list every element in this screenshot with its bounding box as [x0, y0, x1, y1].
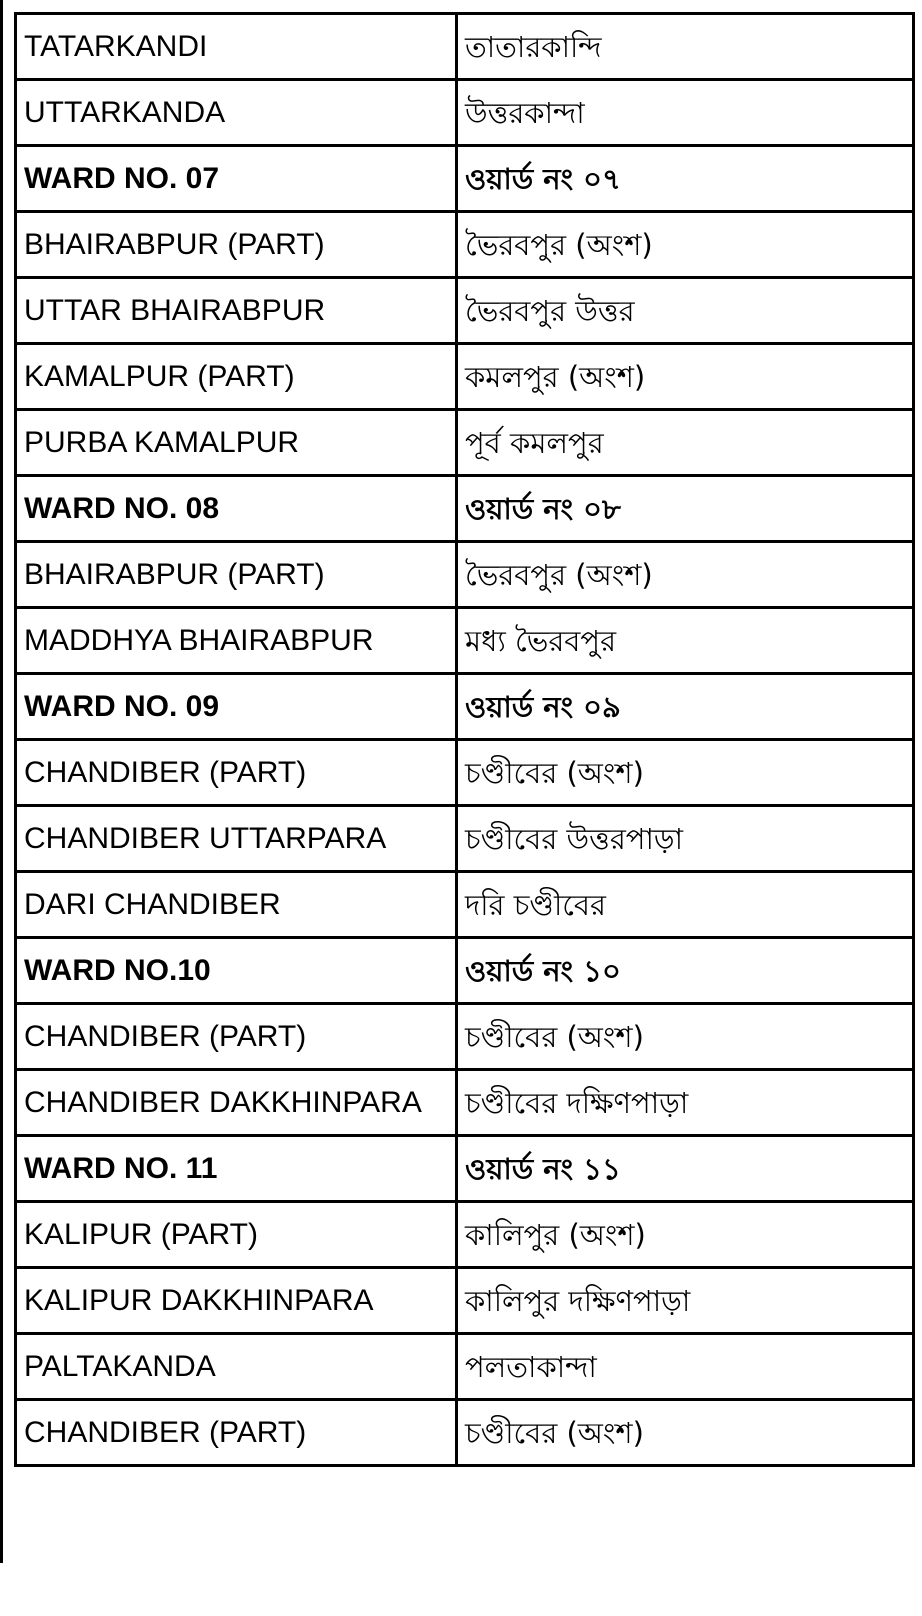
table-row	[16, 14, 914, 80]
bengali-name-cell: চণ্ডীবের (অংশ)	[457, 1004, 914, 1070]
bengali-name-cell: কালিপুর দক্ষিণপাড়া	[457, 1268, 914, 1334]
ward-heading-row	[16, 938, 914, 1004]
bengali-name-cell: ভৈরবপুর উত্তর	[457, 278, 914, 344]
english-name-cell: CHANDIBER DAKKHINPARA	[16, 1070, 457, 1136]
table-row	[16, 608, 914, 674]
bengali-name-cell: চণ্ডীবের দক্ষিণপাড়া	[457, 1070, 914, 1136]
table-row	[16, 872, 914, 938]
bengali-name-cell: ওয়ার্ড নং ০৮	[457, 476, 914, 542]
table-row	[16, 1202, 914, 1268]
bengali-name-cell: চণ্ডীবের (অংশ)	[457, 740, 914, 806]
english-name-cell: BHAIRABPUR (PART)	[16, 212, 457, 278]
bengali-name-cell: ওয়ার্ড নং ০৯	[457, 674, 914, 740]
bengali-name-cell: ভৈরবপুর (অংশ)	[457, 542, 914, 608]
table-body	[16, 14, 914, 1466]
english-name-cell: UTTAR BHAIRABPUR	[16, 278, 457, 344]
bengali-name-cell: কমলপুর (অংশ)	[457, 344, 914, 410]
bengali-name-cell: উত্তরকান্দা	[457, 80, 914, 146]
english-name-cell: PALTAKANDA	[16, 1334, 457, 1400]
english-name-cell: WARD NO. 07	[16, 146, 457, 212]
english-name-cell: TATARKANDI	[16, 14, 457, 80]
bengali-name-cell: চণ্ডীবের (অংশ)	[457, 1400, 914, 1466]
table-row	[16, 80, 914, 146]
english-name-cell: KALIPUR (PART)	[16, 1202, 457, 1268]
left-margin-line	[0, 0, 3, 1563]
table-row	[16, 740, 914, 806]
bengali-name-cell: দরি চণ্ডীবের	[457, 872, 914, 938]
ward-heading-row	[16, 146, 914, 212]
english-name-cell: WARD NO. 08	[16, 476, 457, 542]
english-name-cell: DARI CHANDIBER	[16, 872, 457, 938]
bengali-name-cell: ওয়ার্ড নং ১০	[457, 938, 914, 1004]
table-row	[16, 410, 914, 476]
table-row	[16, 1334, 914, 1400]
bengali-name-cell: পলতাকান্দা	[457, 1334, 914, 1400]
table-row	[16, 806, 914, 872]
english-name-cell: MADDHYA BHAIRABPUR	[16, 608, 457, 674]
english-name-cell: KAMALPUR (PART)	[16, 344, 457, 410]
english-name-cell: UTTARKANDA	[16, 80, 457, 146]
english-name-cell: WARD NO.10	[16, 938, 457, 1004]
bengali-name-cell: পূর্ব কমলপুর	[457, 410, 914, 476]
english-name-cell: WARD NO. 09	[16, 674, 457, 740]
ward-heading-row	[16, 476, 914, 542]
english-name-cell: BHAIRABPUR (PART)	[16, 542, 457, 608]
english-name-cell: WARD NO. 11	[16, 1136, 457, 1202]
english-name-cell: KALIPUR DAKKHINPARA	[16, 1268, 457, 1334]
ward-heading-row	[16, 1136, 914, 1202]
bengali-name-cell: তাতারকান্দি	[457, 14, 914, 80]
table-row	[16, 1400, 914, 1466]
bengali-name-cell: ওয়ার্ড নং ১১	[457, 1136, 914, 1202]
ward-locality-table	[14, 12, 915, 1467]
bengali-name-cell: ভৈরবপুর (অংশ)	[457, 212, 914, 278]
ward-heading-row	[16, 674, 914, 740]
bengali-name-cell: ওয়ার্ড নং ০৭	[457, 146, 914, 212]
english-name-cell: PURBA KAMALPUR	[16, 410, 457, 476]
bengali-name-cell: চণ্ডীবের উত্তরপাড়া	[457, 806, 914, 872]
table-row	[16, 1004, 914, 1070]
bengali-name-cell: কালিপুর (অংশ)	[457, 1202, 914, 1268]
table-row	[16, 344, 914, 410]
english-name-cell: CHANDIBER (PART)	[16, 740, 457, 806]
table-row	[16, 1070, 914, 1136]
table-row	[16, 278, 914, 344]
table-row	[16, 1268, 914, 1334]
bengali-name-cell: মধ্য ভৈরবপুর	[457, 608, 914, 674]
english-name-cell: CHANDIBER UTTARPARA	[16, 806, 457, 872]
table-row	[16, 542, 914, 608]
english-name-cell: CHANDIBER (PART)	[16, 1004, 457, 1070]
english-name-cell: CHANDIBER (PART)	[16, 1400, 457, 1466]
table-row	[16, 212, 914, 278]
